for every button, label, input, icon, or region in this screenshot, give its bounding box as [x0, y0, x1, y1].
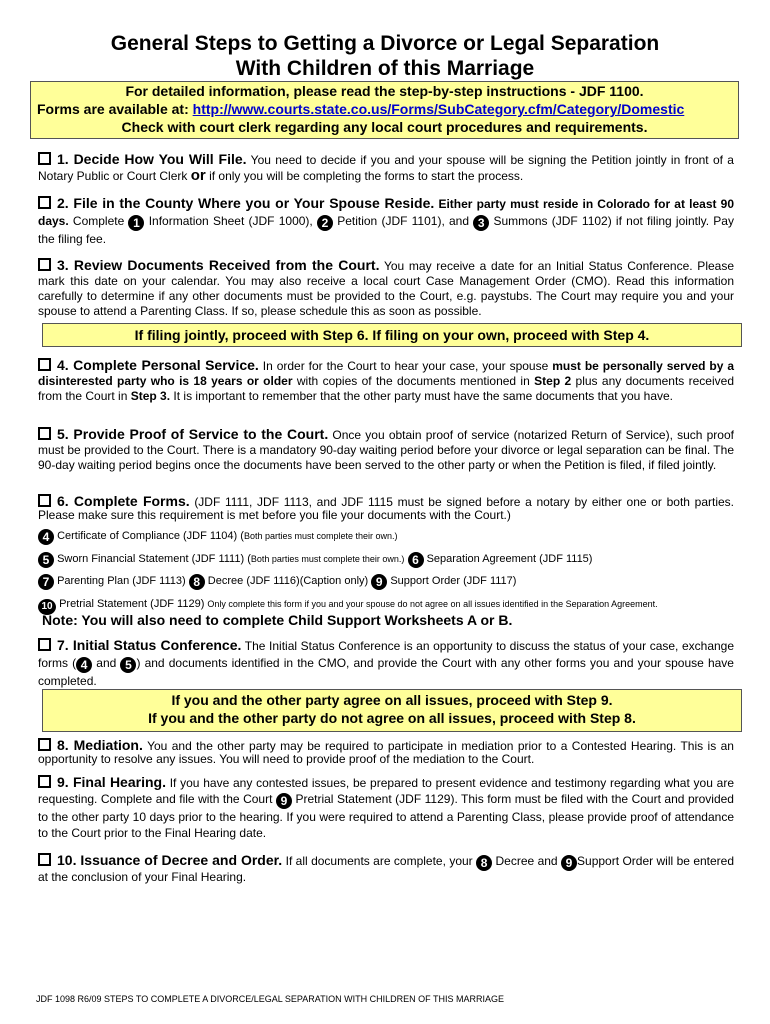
form-4-note: Both parties must complete their own.): [243, 531, 398, 541]
step-4: [38, 358, 734, 404]
instructions-line-1: For detailed information, please read the step-by-step instructions - JDF 1100.: [125, 83, 644, 99]
step-2-heading: 2. File in the County Where you or Your Spouse Reside.: [57, 195, 435, 211]
number-8-icon: 8: [189, 574, 205, 590]
checkbox-icon[interactable]: [38, 152, 51, 165]
form-item-7-8-9: [38, 573, 516, 590]
step-5-text: Once you obtain proof of service (notarized Return of Service), such proof must be provided to the Court. There is a mandatory 90-day waiting period before your divorce or legal separation can be final. The 90-day waiting period begins once the documents have been served to the other party or when the Petition is filed, if filed jointly.: [38, 428, 734, 472]
step-4-text-b: must be personally served by a disinterested party who is 18 years or older: [38, 359, 734, 388]
agreement-direction-box: [42, 689, 742, 732]
title-line-1: General Steps to Getting a Divorce or Legal Separation: [110, 32, 660, 55]
form-5-label: Sworn Financial Statement (JDF 1111) (: [57, 553, 251, 565]
step-10-heading: 10. Issuance of Decree and Order.: [57, 852, 283, 868]
number-3-icon: 3: [473, 215, 489, 231]
page-title: [0, 31, 770, 81]
step-2-complete: Complete: [72, 214, 125, 228]
number-2-icon: 2: [317, 215, 333, 231]
number-1-icon: 1: [128, 215, 144, 231]
or-word: or: [190, 167, 206, 184]
step-2-info-sheet: Information Sheet (JDF 1000),: [148, 214, 313, 228]
forms-link[interactable]: http://www.courts.state.co.us/Forms/SubCategory.cfm/Category/Domestic: [192, 101, 685, 117]
step-7-text-c: ) and documents identified in the CMO, and provide the Court with any other forms you and your spouse have completed.: [38, 656, 734, 688]
form-item-5-6: [38, 551, 592, 568]
instructions-box: [30, 81, 739, 139]
form-7-label: Parenting Plan (JDF 1113): [57, 575, 186, 587]
step-5-heading: 5. Provide Proof of Service to the Court.: [57, 426, 329, 442]
note-worksheets: Note: You will also need to complete Child Support Worksheets A or B.: [42, 612, 513, 628]
step-7: [38, 637, 734, 690]
step-3: [38, 258, 734, 319]
agreement-line-2: If you and the other party do not agree on all issues, proceed with Step 8.: [148, 710, 636, 726]
title-line-2: With Children of this Marriage: [235, 57, 535, 80]
step-6-heading: 6. Complete Forms.: [57, 493, 190, 509]
step-4-heading: 4. Complete Personal Service.: [57, 357, 259, 373]
step-8-heading: 8. Mediation.: [57, 737, 143, 753]
number-4-icon: 4: [76, 657, 92, 673]
form-10-note: Only complete this form if you and your spouse do not agree on all issues identified in the Separation Agreement.: [207, 599, 658, 609]
step-4-text-g: It is important to remember that the other party must have the same documents that you have.: [173, 389, 674, 403]
forms-line: [31, 100, 738, 118]
footer: JDF 1098 R6/09 STEPS TO COMPLETE A DIVORCE/LEGAL SEPARATION WITH CHILDREN OF THIS MARRIAGE: [36, 994, 504, 1004]
step-4-text-a: In order for the Court to hear your case, your spouse: [262, 359, 549, 373]
step-4-text-e: plus any documents received from the Court in: [38, 374, 734, 403]
number-8-icon: 8: [476, 855, 492, 871]
step-6-text: (JDF 1111, JDF 1113, and JDF 1115 must be signed before a notary by either one or both parties. Please make sure this requirement is met before you file your documents with the Court.): [38, 495, 734, 522]
form-item-4: [38, 528, 398, 545]
number-9-icon: 9: [561, 855, 577, 871]
step-8: [38, 738, 734, 766]
agreement-line-1: If you and the other party agree on all issues, proceed with Step 9.: [171, 692, 613, 708]
step-2-summons: Summons (JDF 1102) if not filing jointly. Pay the filing fee.: [38, 214, 734, 246]
residency-requirement: Either party must reside in Colorado for at least 90 days.: [38, 197, 734, 228]
number-5-icon: 5: [120, 657, 136, 673]
step-9: [38, 774, 734, 841]
step-1-heading: 1. Decide How You Will File.: [57, 151, 247, 167]
form-6-label: Separation Agreement (JDF 1115): [426, 553, 593, 565]
checkbox-icon[interactable]: [38, 853, 51, 866]
step-8-text: You and the other party may be required to participate in mediation prior to a Contested Hearing. This is an opportunity to resolve any issues. You will need to provide proof of the mediation to the Court.: [38, 739, 734, 766]
step-2-petition: Petition (JDF 1101), and: [337, 214, 470, 228]
checkbox-icon[interactable]: [38, 196, 51, 209]
step-10-text-a: If all documents are complete, your: [285, 854, 473, 868]
checkbox-icon[interactable]: [38, 358, 51, 371]
step-6: [38, 494, 734, 522]
checkbox-icon[interactable]: [38, 638, 51, 651]
checkbox-icon[interactable]: [38, 427, 51, 440]
step-10: [38, 853, 734, 884]
step-5: [38, 427, 734, 473]
step-7-text-a: The Initial Status Conference is an opportunity to discuss the status of your case, exchange forms (: [38, 639, 735, 670]
number-5-icon: 5: [38, 552, 54, 568]
form-9-label: Support Order (JDF 1117): [390, 575, 517, 587]
number-7-icon: 7: [38, 574, 54, 590]
number-9-icon: 9: [371, 574, 387, 590]
step-9-text-b: Pretrial Statement (JDF 1129). This form must be filed with the Court and provided to the other party 10 days prior to the hearing. If you were required to attend a Parenting Class, please provide proof of attendance to the Court prior to the Final Hearing date.: [38, 792, 734, 840]
step-1: [38, 151, 734, 184]
step-4-text-d: Step 2: [534, 374, 572, 388]
forms-label: Forms are available at:: [37, 101, 193, 117]
step-4-text-c: with copies of the documents mentioned in: [296, 374, 530, 388]
checkbox-icon[interactable]: [38, 494, 51, 507]
filing-direction-box: If filing jointly, proceed with Step 6. If filing on your own, proceed with Step 4.: [42, 323, 742, 347]
form-4-label: Certificate of Compliance (JDF 1104) (: [57, 530, 244, 542]
step-4-text-f: Step 3.: [130, 389, 171, 403]
checkbox-icon[interactable]: [38, 775, 51, 788]
step-9-text-a: If you have any contested issues, be prepared to present evidence and testimony regarding what you are requesting. Complete and file with the Court: [38, 776, 734, 806]
number-9-icon: 9: [276, 793, 292, 809]
step-3-heading: 3. Review Documents Received from the Court.: [57, 257, 380, 273]
instructions-line-3: Check with court clerk regarding any local court procedures and requirements.: [121, 119, 648, 135]
step-3-text: You may receive a date for an Initial Status Conference. Please mark this date on your calendar. You may also receive a local court Case Management Order (CMO). Read this information carefully to determine if any other documents must be provided to the Court, e.g. paystubs. The Court may require you and your spouse to attend a Parenting Class. If so, please schedule this as soon as possible.: [38, 259, 735, 318]
form-5-note: Both parties must complete their own.): [250, 554, 405, 564]
step-9-heading: 9. Final Hearing.: [57, 774, 166, 790]
number-4-icon: 4: [38, 529, 54, 545]
number-10-icon: 10: [38, 599, 56, 615]
number-6-icon: 6: [408, 552, 424, 568]
step-10-text-b: Decree and: [495, 854, 558, 868]
form-10-label: Pretrial Statement (JDF 1129): [59, 598, 205, 610]
step-1-text: You need to decide if you and your spouse will be signing the Petition jointly in front of a Notary Public or Court Clerk: [38, 153, 734, 183]
form-8-label: Decree (JDF 1116)(Caption only): [207, 575, 369, 587]
step-2: [38, 195, 734, 248]
step-7-and: and: [96, 656, 117, 670]
step-1-text-2: if only you will be completing the forms to start the process.: [209, 169, 524, 183]
step-10-text-c: Support Order will be entered at the conclusion of your Final Hearing.: [38, 854, 735, 884]
step-7-heading: 7. Initial Status Conference.: [57, 637, 242, 653]
checkbox-icon[interactable]: [38, 738, 51, 751]
checkbox-icon[interactable]: [38, 258, 51, 271]
